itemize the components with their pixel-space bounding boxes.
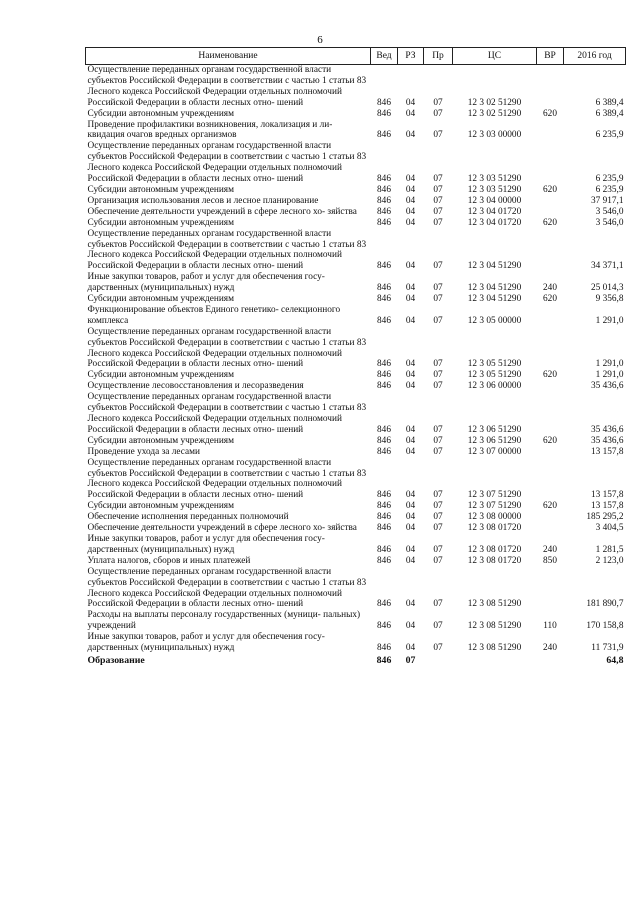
row-rz: 04 (405, 599, 416, 610)
table-row (86, 512, 626, 523)
row-name: Образование (87, 654, 145, 666)
row-cs: 12 3 04 01720 (467, 217, 522, 228)
row-sum: 3 404,5 (595, 523, 624, 534)
row-pr: 07 (433, 512, 443, 523)
row-name: Обеспечение деятельности учреждений в сфере лесного хо- зяйства (87, 206, 357, 217)
row-ved: 846 (377, 381, 391, 392)
row-name: Осуществление переданных органам государственной власти субъектов Российской Федерации в соответствии с частью 1 статьи 83 Лесного кодекса Российской Федерации отдельных полномочий Российской Федерации в области лесных отно- шений (87, 457, 367, 501)
row-rz: 04 (405, 370, 416, 381)
row-name: Осуществление переданных органам государственной власти субъектов Российской Федерации в соответствии с частью 1 статьи 83 Лесного кодекса Российской Федерации отдельных полномочий Российской Федерации в области лесных отно- шений (87, 326, 367, 370)
row-cs: 12 3 07 00000 (467, 446, 522, 457)
header-cs: ЦС (453, 48, 537, 65)
row-pr: 07 (433, 599, 443, 610)
row-vr (537, 229, 564, 273)
row-vr: 240 (543, 643, 557, 654)
row-name: Обеспечение исполнения переданных полномочий (87, 512, 289, 523)
row-vr (537, 141, 564, 185)
row-vr (537, 196, 564, 207)
row-name: Субсидии автономным учреждениям (87, 184, 234, 195)
row-ved: 846 (377, 195, 391, 206)
row-pr: 07 (433, 195, 443, 206)
row-sum: 6 389,4 (595, 97, 624, 108)
row-cs: 12 3 04 51290 (467, 261, 522, 272)
budget-table (85, 47, 626, 667)
row-ved: 846 (377, 599, 391, 610)
row-cs: 12 3 06 00000 (467, 381, 522, 392)
row-rz: 04 (405, 523, 416, 534)
row-sum: 170 158,8 (586, 621, 624, 632)
row-cs: 12 3 08 01720 (467, 544, 522, 555)
row-sum: 6 235,9 (595, 184, 624, 195)
row-sum: 3 546,0 (595, 206, 624, 217)
row-name: Иные закупки товаров, работ и услуг для обеспечения госу- дарственных (муниципальных) нужд (87, 632, 325, 654)
table-row (86, 120, 626, 142)
row-pr (424, 654, 453, 667)
row-cs: 12 3 03 51290 (467, 184, 522, 195)
row-vr: 620 (543, 184, 557, 195)
row-cs: 12 3 07 51290 (467, 501, 522, 512)
row-vr (537, 447, 564, 458)
table-row (86, 447, 626, 458)
row-ved: 846 (377, 174, 391, 185)
table-row (86, 392, 626, 436)
row-vr: 620 (543, 435, 557, 446)
row-name: Субсидии автономным учреждениям (87, 370, 234, 381)
table-row (86, 229, 626, 273)
row-rz: 04 (405, 490, 416, 501)
row-sum: 35 436,6 (590, 424, 624, 435)
row-sum: 1 291,0 (595, 359, 624, 370)
row-sum: 185 295,2 (586, 512, 624, 523)
row-name: Субсидии автономным учреждениям (87, 217, 234, 228)
row-sum: 1 291,0 (595, 315, 624, 326)
table-row (86, 370, 626, 381)
row-pr: 07 (433, 643, 443, 654)
table-row (86, 501, 626, 512)
row-name: Организация использования лесов и лесное планирование (87, 195, 319, 206)
row-ved: 846 (377, 501, 391, 512)
row-vr: 620 (543, 501, 557, 512)
table-row (86, 327, 626, 371)
row-name: Субсидии автономным учреждениям (87, 435, 234, 446)
table-row (86, 294, 626, 305)
row-sum: 35 436,6 (590, 435, 624, 446)
row-ved: 846 (377, 544, 391, 555)
row-pr: 07 (433, 315, 443, 326)
row-rz: 04 (405, 184, 416, 195)
row-ved: 846 (377, 108, 391, 119)
row-name: Иные закупки товаров, работ и услуг для обеспечения госу- дарственных (муниципальных) нужд (87, 272, 325, 294)
row-cs: 12 3 06 51290 (467, 424, 522, 435)
row-vr (537, 458, 564, 502)
row-ved: 846 (377, 359, 391, 370)
row-rz: 04 (405, 174, 416, 185)
row-vr (537, 512, 564, 523)
table-row (86, 610, 626, 632)
row-ved: 846 (377, 643, 391, 654)
row-rz: 04 (405, 108, 416, 119)
row-vr (537, 120, 564, 142)
row-pr: 07 (433, 97, 443, 108)
row-vr (537, 381, 564, 392)
table-row (86, 381, 626, 392)
header-name: Наименование (86, 48, 371, 65)
table-row (86, 654, 626, 667)
row-sum: 25 014,3 (590, 283, 624, 294)
row-name: Субсидии автономным учреждениям (87, 108, 234, 119)
row-pr: 07 (433, 523, 443, 534)
row-ved: 846 (377, 424, 391, 435)
row-vr (537, 523, 564, 534)
row-name: Осуществление переданных органам государственной власти субъектов Российской Федерации в соответствии с частью 1 статьи 83 Лесного кодекса Российской Федерации отдельных полномочий Российской Федерации в области лесных отно- шений (87, 141, 367, 185)
table-body (86, 65, 626, 667)
row-rz: 04 (405, 206, 416, 217)
row-pr: 07 (433, 184, 443, 195)
row-rz: 07 (405, 654, 416, 666)
row-sum: 3 546,0 (595, 217, 624, 228)
row-ved: 846 (376, 654, 392, 666)
row-sum: 1 281,5 (595, 544, 624, 555)
table-row (86, 458, 626, 502)
row-pr: 07 (433, 544, 443, 555)
table-row (86, 141, 626, 185)
row-pr: 07 (433, 359, 443, 370)
row-cs: 12 3 04 51290 (467, 294, 522, 305)
row-sum: 6 235,9 (595, 130, 624, 141)
row-rz: 04 (405, 435, 416, 446)
row-rz: 04 (405, 359, 416, 370)
row-ved: 846 (377, 283, 391, 294)
row-vr: 110 (543, 621, 557, 632)
row-sum: 9 356,8 (595, 294, 624, 305)
row-sum: 37 917,1 (590, 195, 624, 206)
header-pr: Пр (424, 48, 453, 65)
table-row (86, 109, 626, 120)
row-rz: 04 (405, 501, 416, 512)
row-vr: 620 (543, 294, 557, 305)
page-number: 6 (317, 34, 323, 46)
row-sum: 64,8 (606, 654, 624, 666)
row-ved: 846 (377, 490, 391, 501)
row-pr: 07 (433, 446, 443, 457)
row-name: Осуществление переданных органам государственной власти субъектов Российской Федерации в соответствии с частью 1 статьи 83 Лесного кодекса Российской Федерации отдельных полномочий Российской Федерации в области лесных отно- шений (87, 566, 367, 610)
row-cs: 12 3 08 00000 (467, 512, 522, 523)
row-ved: 846 (377, 315, 391, 326)
row-name: Осуществление переданных органам государственной власти субъектов Российской Федерации в соответствии с частью 1 статьи 83 Лесного кодекса Российской Федерации отдельных полномочий Российской Федерации в области лесных отно- шений (87, 65, 367, 108)
row-pr: 07 (433, 130, 443, 141)
row-cs: 12 3 07 51290 (467, 490, 522, 501)
row-vr: 620 (543, 217, 557, 228)
row-cs: 12 3 08 51290 (467, 643, 522, 654)
row-pr: 07 (433, 174, 443, 185)
row-ved: 846 (377, 446, 391, 457)
row-cs: 12 3 04 51290 (467, 283, 522, 294)
row-rz: 04 (405, 446, 416, 457)
row-vr (537, 305, 564, 327)
row-pr: 07 (433, 294, 443, 305)
row-name: Проведение профилактики возникновения, локализация и ли- квидация очагов вредных организмов (87, 119, 333, 141)
row-cs: 12 3 08 51290 (467, 621, 522, 632)
row-rz: 04 (405, 97, 416, 108)
row-pr: 07 (433, 490, 443, 501)
row-cs: 12 3 04 01720 (467, 206, 522, 217)
row-cs: 12 3 08 01720 (467, 555, 522, 566)
row-cs: 12 3 04 00000 (467, 195, 522, 206)
row-sum: 34 371,1 (590, 261, 624, 272)
row-ved: 846 (377, 555, 391, 566)
row-sum: 2 123,0 (595, 555, 624, 566)
row-name: Расходы на выплаты персоналу государственных (муници- пальных) учреждений (87, 610, 361, 632)
row-sum: 13 157,8 (590, 446, 624, 457)
table-row (86, 556, 626, 567)
row-rz: 04 (405, 512, 416, 523)
row-cs: 12 3 06 51290 (467, 435, 522, 446)
row-pr: 07 (433, 555, 443, 566)
row-rz: 04 (405, 283, 416, 294)
table-row (86, 534, 626, 556)
row-vr (537, 654, 564, 667)
row-rz: 04 (405, 315, 416, 326)
row-cs: 12 3 08 01720 (467, 523, 522, 534)
row-cs: 12 3 02 51290 (467, 97, 522, 108)
row-ved: 846 (377, 130, 391, 141)
row-cs: 12 3 05 51290 (467, 370, 522, 381)
table-row (86, 65, 626, 109)
header-vr: ВР (537, 48, 564, 65)
row-rz: 04 (405, 544, 416, 555)
row-rz: 04 (405, 195, 416, 206)
row-name: Иные закупки товаров, работ и услуг для обеспечения госу- дарственных (муниципальных) нужд (87, 533, 325, 555)
table-row (86, 196, 626, 207)
table-row (86, 207, 626, 218)
row-vr: 240 (543, 544, 557, 555)
row-name: Осуществление лесовосстановления и лесоразведения (87, 381, 304, 392)
row-vr: 240 (543, 283, 557, 294)
table-row (86, 632, 626, 654)
row-sum: 11 731,9 (591, 643, 624, 654)
header-rz: РЗ (398, 48, 424, 65)
row-ved: 846 (377, 435, 391, 446)
row-sum: 13 157,8 (590, 490, 624, 501)
table-row (86, 436, 626, 447)
row-pr: 07 (433, 217, 443, 228)
row-name: Проведение ухода за лесами (87, 446, 200, 457)
row-ved: 846 (377, 184, 391, 195)
row-pr: 07 (433, 501, 443, 512)
row-sum: 35 436,6 (590, 381, 624, 392)
row-pr: 07 (433, 206, 443, 217)
row-rz: 04 (405, 621, 416, 632)
row-sum: 181 890,7 (586, 599, 624, 610)
row-vr (537, 392, 564, 436)
row-pr: 07 (433, 283, 443, 294)
table-row (86, 523, 626, 534)
row-ved: 846 (377, 523, 391, 534)
row-rz: 04 (405, 381, 416, 392)
row-rz: 04 (405, 294, 416, 305)
row-name: Уплата налогов, сборов и иных платежей (87, 555, 251, 566)
row-vr: 620 (543, 108, 557, 119)
header-year: 2016 год (564, 48, 626, 65)
row-name: Субсидии автономным учреждениям (87, 501, 234, 512)
row-sum: 6 389,4 (595, 108, 624, 119)
row-cs (453, 654, 537, 667)
row-name: Субсидии автономным учреждениям (87, 294, 234, 305)
row-ved: 846 (377, 294, 391, 305)
row-pr: 07 (433, 381, 443, 392)
row-name: Функционирование объектов Единого генетико- селекционного комплекса (87, 304, 341, 326)
row-cs: 12 3 05 00000 (467, 315, 522, 326)
row-rz: 04 (405, 555, 416, 566)
row-name: Обеспечение деятельности учреждений в сфере лесного хо- зяйства (87, 523, 357, 534)
row-ved: 846 (377, 206, 391, 217)
row-pr: 07 (433, 261, 443, 272)
row-ved: 846 (377, 512, 391, 523)
row-vr: 620 (543, 370, 557, 381)
table-row (86, 185, 626, 196)
table-row (86, 272, 626, 294)
row-name: Осуществление переданных органам государственной власти субъектов Российской Федерации в соответствии с частью 1 статьи 83 Лесного кодекса Российской Федерации отдельных полномочий Российской Федерации в области лесных отно- шений (87, 228, 367, 272)
row-name: Осуществление переданных органам государственной власти субъектов Российской Федерации в соответствии с частью 1 статьи 83 Лесного кодекса Российской Федерации отдельных полномочий Российской Федерации в области лесных отно- шений (87, 392, 367, 435)
row-ved: 846 (377, 261, 391, 272)
row-cs: 12 3 02 51290 (467, 108, 522, 119)
row-rz: 04 (405, 261, 416, 272)
row-rz: 04 (405, 643, 416, 654)
row-vr: 850 (543, 555, 557, 566)
table-row (86, 218, 626, 229)
row-pr: 07 (433, 424, 443, 435)
row-cs: 12 3 03 51290 (467, 174, 522, 185)
row-sum: 1 291,0 (595, 370, 624, 381)
row-ved: 846 (377, 97, 391, 108)
row-vr (537, 207, 564, 218)
row-sum: 6 235,9 (595, 174, 624, 185)
row-rz: 04 (405, 217, 416, 228)
row-vr (537, 327, 564, 371)
row-ved: 846 (377, 621, 391, 632)
table-row (86, 567, 626, 611)
row-rz: 04 (405, 424, 416, 435)
row-rz: 04 (405, 130, 416, 141)
row-ved: 846 (377, 217, 391, 228)
row-pr: 07 (433, 621, 443, 632)
row-pr: 07 (433, 108, 443, 119)
table-row (86, 305, 626, 327)
row-cs: 12 3 08 51290 (467, 599, 522, 610)
row-ved: 846 (377, 370, 391, 381)
row-pr: 07 (433, 370, 443, 381)
row-vr (537, 65, 564, 109)
header-ved: Вед (371, 48, 398, 65)
row-cs: 12 3 03 00000 (467, 130, 522, 141)
row-sum: 13 157,8 (590, 501, 624, 512)
table-header-row (86, 48, 626, 65)
row-pr: 07 (433, 435, 443, 446)
row-vr (537, 567, 564, 611)
row-cs: 12 3 05 51290 (467, 359, 522, 370)
